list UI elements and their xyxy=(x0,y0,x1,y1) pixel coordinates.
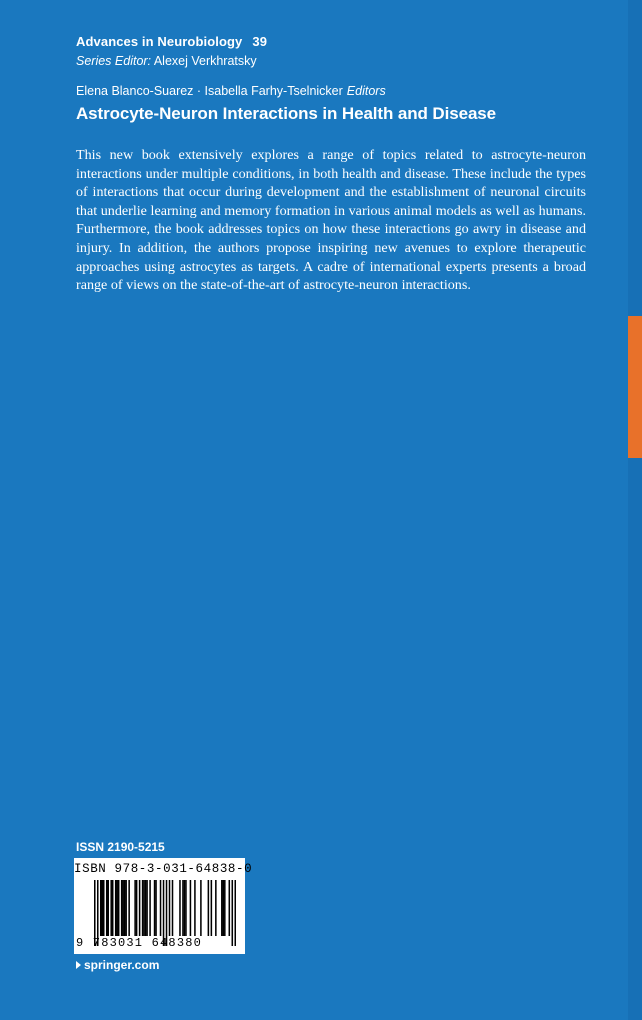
barcode-bar xyxy=(107,880,109,936)
barcode-bar xyxy=(103,880,105,936)
barcode-bar xyxy=(143,880,145,936)
book-blurb: This new book extensively explores a range of topics related to astrocyte-neuron interactions under multiple conditions, in both health and disease. These include the types of interactions that occur during development and the establishment of neuronal circuits that underlie learning and memory formation in various animal models as well as humans. Furthermore, the book addresses topics on how these interactions go awry in disease and injury. In addition, the authors propose inspiring new avenues to explore therapeutic approaches using astrocytes as targets. A cadre of international experts presents a broad range of views on the state-of-the-art of astrocyte-neuron interactions. xyxy=(76,147,586,294)
barcode-bar xyxy=(145,880,147,936)
barcode-bar xyxy=(223,880,225,936)
barcode-bar xyxy=(112,880,114,936)
barcode-digits: 9 783031 648380 xyxy=(76,936,203,950)
barcode-bar xyxy=(110,880,112,936)
editors-names: Elena Blanco-Suarez · Isabella Farhy-Tselnicker xyxy=(76,84,343,98)
series-name: Advances in Neurobiology xyxy=(76,34,243,49)
series-editor-name: Alexej Verkhratsky xyxy=(153,54,257,68)
barcode-bar xyxy=(215,880,217,936)
barcode-bar xyxy=(149,880,151,936)
isbn-label: ISBN 978-3-031-64838-0 xyxy=(74,862,253,876)
barcode-bar xyxy=(182,880,184,936)
series-editor-label: Series Editor: xyxy=(76,54,152,68)
barcode-bar xyxy=(169,880,171,936)
barcode-bar xyxy=(106,880,108,936)
barcode-bar xyxy=(125,880,127,936)
issn: ISSN 2190-5215 xyxy=(76,840,165,854)
publisher-url: springer.com xyxy=(84,958,160,972)
barcode-bar xyxy=(100,880,102,936)
barcode-bar xyxy=(122,880,124,936)
barcode-bar xyxy=(224,880,226,936)
barcode-bar xyxy=(155,880,157,936)
barcode-bar xyxy=(172,880,174,936)
barcode-bar xyxy=(208,880,210,936)
barcode-bar xyxy=(118,880,120,936)
barcode-bar xyxy=(136,880,138,936)
accent-tab xyxy=(628,316,642,458)
isbn-barcode xyxy=(74,858,253,954)
barcode-bar xyxy=(142,880,144,936)
barcode-bar xyxy=(184,880,186,936)
barcode-bar xyxy=(211,880,213,936)
barcode-bar xyxy=(179,880,181,936)
series-heading xyxy=(76,34,267,49)
arrow-icon xyxy=(76,961,81,969)
barcode-bar xyxy=(160,880,162,936)
barcode-bar xyxy=(124,880,126,936)
book-title: Astrocyte-Neuron Interactions in Health and Disease xyxy=(76,104,497,123)
barcode-bar xyxy=(139,880,141,936)
barcode-bar xyxy=(116,880,118,936)
spine-edge xyxy=(628,0,642,1020)
barcode-bar xyxy=(185,880,187,936)
barcode-bar xyxy=(101,880,103,936)
publisher-link[interactable] xyxy=(76,958,159,972)
book-editors xyxy=(76,84,386,98)
barcode-bar xyxy=(146,880,148,936)
barcode-bar xyxy=(121,880,123,936)
barcode-bar xyxy=(229,880,231,936)
barcode-bar xyxy=(190,880,192,936)
barcode-bar xyxy=(221,880,223,936)
barcode-bar xyxy=(134,880,136,936)
barcode-bar xyxy=(154,880,156,936)
barcode-bar xyxy=(128,880,130,936)
barcode-bar xyxy=(115,880,117,936)
barcode-bar xyxy=(200,880,202,936)
editors-role: Editors xyxy=(346,84,386,98)
barcode-bar xyxy=(194,880,196,936)
series-editor xyxy=(76,54,257,68)
series-volume: 39 xyxy=(252,34,268,49)
